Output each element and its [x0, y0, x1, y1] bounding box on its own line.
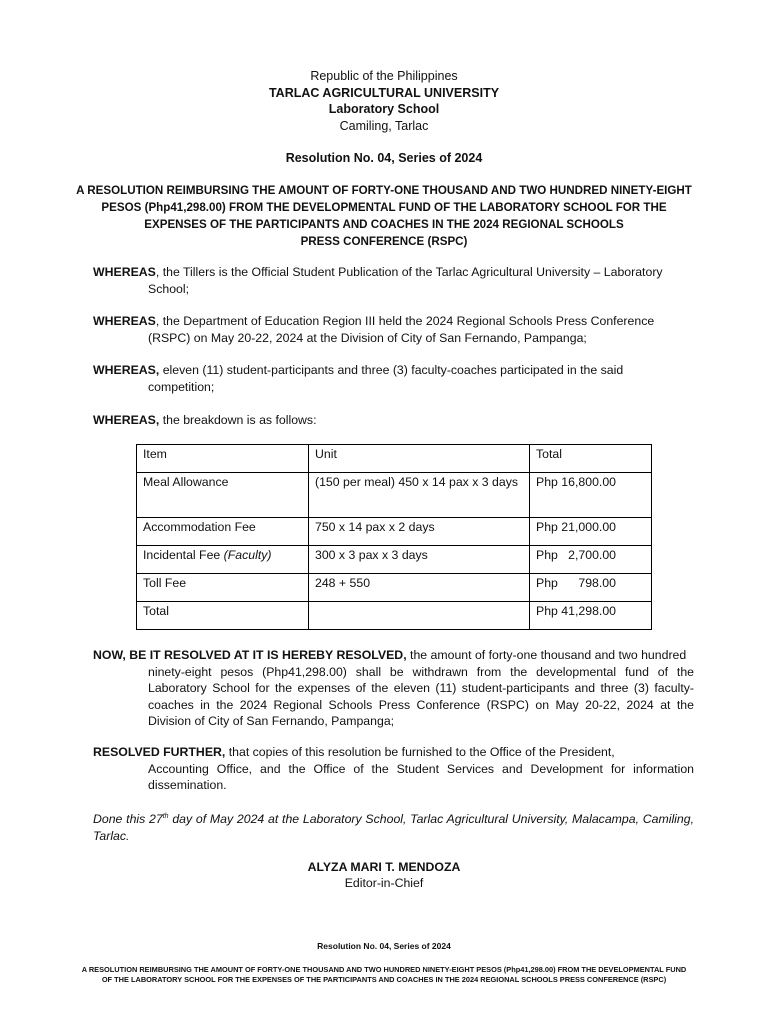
- school-name: Laboratory School: [328, 102, 440, 116]
- clause-lead: NOW, BE IT RESOLVED AT IT IS HEREBY RESOLVED,: [93, 648, 407, 662]
- country-line: Republic of the Philippines: [310, 69, 458, 83]
- done-prefix: Done this 27: [93, 812, 163, 827]
- done-statement: [93, 809, 694, 844]
- clause-lead: WHEREAS,: [93, 363, 160, 377]
- whereas-clause-4: [93, 412, 694, 429]
- clause-text: the breakdown is as follows:: [159, 413, 317, 427]
- cell-item: [137, 546, 309, 574]
- whereas-clause-1: [93, 264, 694, 297]
- cell-item: [137, 602, 309, 630]
- signatory-name: ALYZA MARI T. MENDOZA: [307, 860, 461, 874]
- item-label: Incidental Fee: [143, 548, 224, 562]
- table-header-row: [137, 445, 652, 473]
- cell-item: [137, 574, 309, 602]
- clause-lead: WHEREAS,: [93, 413, 160, 427]
- clause-text-continued: Accounting Office, and the Office of the Student Services and Development for information dissemination.: [148, 761, 694, 792]
- header-cell-item: Item: [137, 445, 309, 473]
- signatory-position: Editor-in-Chief: [344, 876, 424, 890]
- cell-unit: 248 + 550: [309, 574, 530, 602]
- resolved-further-clause: [93, 744, 694, 794]
- now-resolved-clause: [93, 647, 694, 730]
- whereas-clause-3: [93, 362, 694, 395]
- clause-text: the amount of forty-one thousand and two hundred: [406, 648, 687, 662]
- title-line: PESOS (Php41,298.00) FROM THE DEVELOPMENTAL FUND OF THE LABORATORY SCHOOL FOR THE: [101, 201, 667, 214]
- title-line: A RESOLUTION REIMBURSING THE AMOUNT OF FORTY-ONE THOUSAND AND TWO HUNDRED NINETY-EIGHT: [76, 184, 692, 197]
- clause-text-continued: School;: [148, 281, 190, 296]
- clause-lead: RESOLVED FURTHER,: [93, 745, 226, 759]
- resolution-number: Resolution No. 04, Series of 2024: [285, 151, 483, 165]
- resolution-title: [40, 182, 728, 250]
- item-label: Toll Fee: [143, 576, 187, 590]
- clause-lead: WHEREAS: [93, 265, 156, 279]
- cell-total: Php 2,700.00: [530, 546, 652, 574]
- item-label: Total: [143, 604, 169, 618]
- table-row: [137, 574, 652, 602]
- cell-total: Php 798.00: [530, 574, 652, 602]
- breakdown-table: [136, 444, 652, 630]
- whereas-clause-2: [93, 313, 694, 346]
- signature-block: [0, 859, 768, 891]
- item-note: (Faculty): [223, 548, 272, 562]
- header-cell-unit: Unit: [309, 445, 530, 473]
- clause-text: , the Department of Education Region III held the 2024 Regional Schools Press Conference: [155, 314, 655, 328]
- clause-text: eleven (11) student-participants and three (3) faculty-coaches participated in the said: [159, 363, 624, 377]
- cell-total: Php 41,298.00: [530, 602, 652, 630]
- clause-lead: WHEREAS: [93, 314, 156, 328]
- cell-total: Php 16,800.00: [530, 473, 652, 518]
- university-name: TARLAC AGRICULTURAL UNIVERSITY: [268, 85, 500, 100]
- item-label: Accommodation Fee: [143, 520, 256, 534]
- clause-text-continued: competition;: [148, 379, 215, 394]
- clause-text: that copies of this resolution be furnished to the Office of the President,: [225, 745, 615, 759]
- cell-unit: 300 x 3 pax x 3 days: [309, 546, 530, 574]
- ordinal-suffix: th: [162, 813, 169, 820]
- item-label: Meal Allowance: [143, 475, 229, 489]
- header-cell-total: Total: [530, 445, 652, 473]
- table-total-row: [137, 602, 652, 630]
- cell-unit: 750 x 14 pax x 2 days: [309, 518, 530, 546]
- clause-text: , the Tillers is the Official Student Publication of the Tarlac Agricultural University – Laboratory: [155, 265, 663, 279]
- letterhead: [0, 68, 768, 134]
- title-line: EXPENSES OF THE PARTICIPANTS AND COACHES IN THE 2024 REGIONAL SCHOOLS: [144, 218, 624, 231]
- title-line: PRESS CONFERENCE (RSPC): [300, 235, 468, 248]
- table-row: [137, 473, 652, 518]
- cell-unit: [309, 602, 530, 630]
- cell-item: [137, 473, 309, 518]
- done-suffix: day of May 2024 at the Laboratory School, Tarlac Agricultural University, Malacampa, Camiling, Tarlac.: [93, 812, 695, 843]
- cell-unit: (150 per meal) 450 x 14 pax x 3 days: [309, 473, 530, 518]
- clause-text-continued: ninety-eight pesos (Php41,298.00) shall be withdrawn from the developmental fund of the Laboratory School for the expenses of the eleven (11) student-participants and three (3) faculty-coaches in the 2024 Regional Schools Press Conference (RSPC) on May 20-22, 2024 at the Division of City of San Fernando, Pampanga;: [148, 664, 694, 728]
- table-row: [137, 546, 652, 574]
- cell-item: [137, 518, 309, 546]
- footer-title: A RESOLUTION REIMBURSING THE AMOUNT OF FORTY-ONE THOUSAND AND TWO HUNDRED NINETY-EIGHT PESOS (Php41,298.00) FROM THE DEVELOPMENTAL FUND OF THE LABORATORY SCHOOL FOR THE EXPENSES OF THE PARTICIPANTS AND COACHES IN THE 2024 REGIONAL SCHOOLS PRESS CONFERENCE (RSPC): [81, 965, 687, 984]
- table-row: [137, 518, 652, 546]
- cell-total: Php 21,000.00: [530, 518, 652, 546]
- clause-text-continued: (RSPC) on May 20-22, 2024 at the Division of City of San Fernando, Pampanga;: [148, 330, 587, 345]
- location-line: Camiling, Tarlac: [339, 118, 429, 133]
- footer-resolution-number: Resolution No. 04, Series of 2024: [317, 941, 451, 951]
